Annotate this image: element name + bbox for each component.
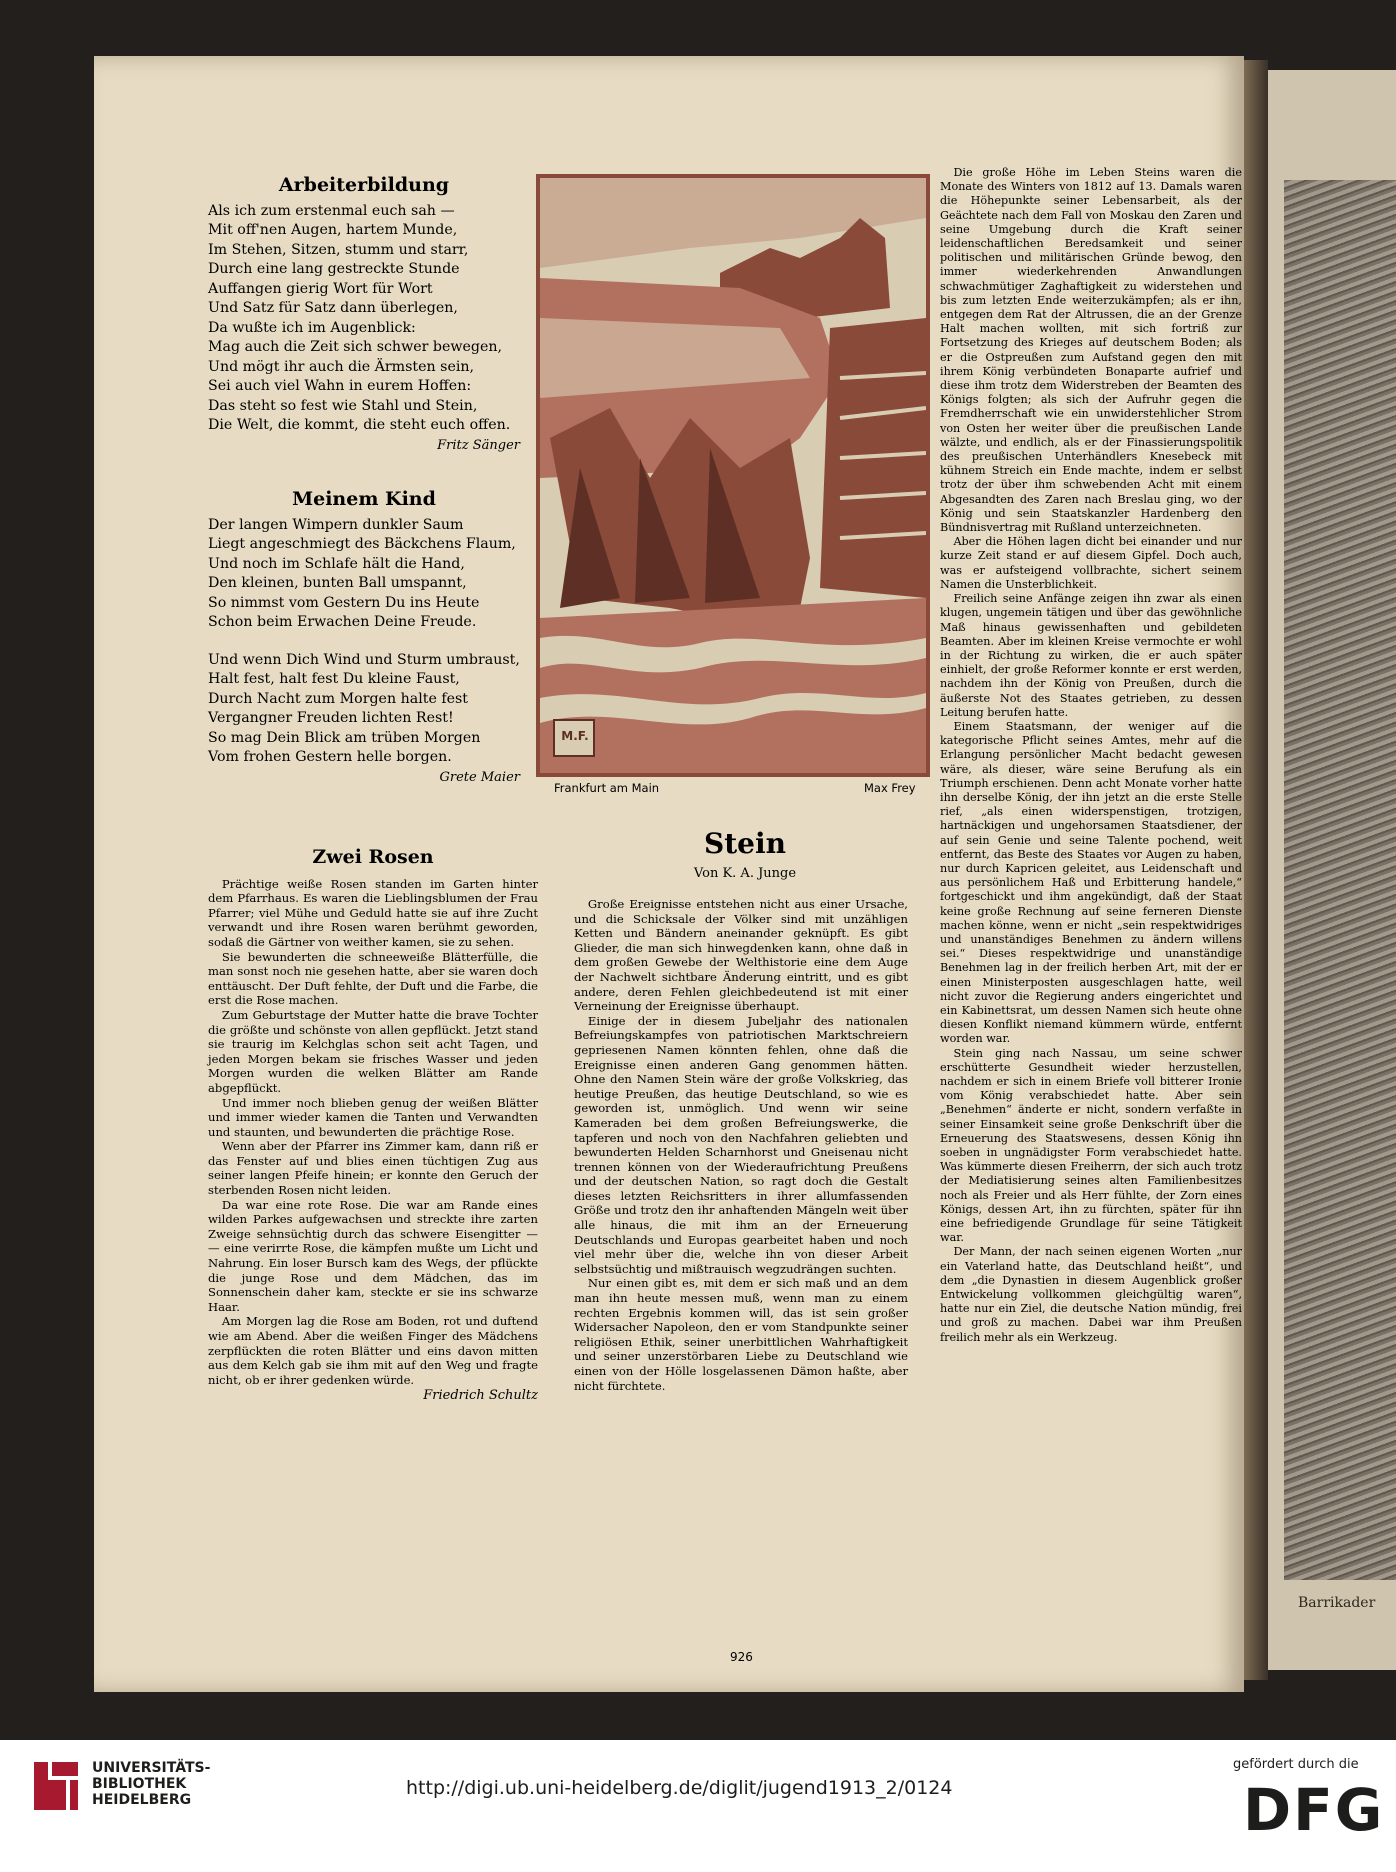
story-paragraph: Sie bewunderten die schneeweiße Blätterfülle, die man sonst noch nie gesehen hatte, aber sie waren doch enttäuscht. Der Duft fehlte, der Duft und die Farbe, die erst die Rose machen. [208, 949, 538, 1008]
poem-line: Auffangen gierig Wort für Wort [208, 280, 433, 297]
illustration-caption-place: Frankfurt am Main [554, 781, 660, 795]
story-paragraph: Prächtige weiße Rosen standen im Garten hinter dem Pfarrhaus. Es waren die Lieblingsblumen der Frau Pfarrer; viel Mühe und Geduld hatte sie auf ihre Zucht verwandt und ihre Rosen waren berühmt geworden, sodaß die Gärtner von weither kamen, sie zu sehen. [208, 876, 538, 949]
poem-meinem-kind [208, 488, 520, 785]
poem-author: Grete Maier [439, 769, 520, 785]
woodcut-svg [540, 178, 926, 773]
poem-lines [208, 202, 520, 436]
poem-line: Durch eine lang gestreckte Stunde [208, 261, 460, 278]
poem-line: Halt fest, halt fest Du kleine Faust, [208, 671, 460, 688]
facing-page-illustration [1284, 180, 1396, 1580]
woodcut-illustration [536, 174, 930, 777]
article-paragraph: Der Mann, der nach seinen eigenen Worten „nur ein Vaterland hatte, das Deutschland heißt“, und dem „die Dynastien in diesem Augenblick großer Entwickelung vollkommen gleichgültig waren“, hatte nur ein Ziel, die deutsche Nation mündig, frei und groß zu machen. Dabei war ihm Preußen freilich mehr als ein Werkzeug. [940, 1245, 1242, 1344]
story-paragraph: Zum Geburtstage der Mutter hatte die brave Tochter die größte und schönste von allen gepflückt. Jetzt stand sie traurig im Kelchglas schon seit acht Tagen, und jeden Morgen bekam sie frisches Wasser und jeden Morgen wurden die welken Blätter am Rande abgepflückt. [208, 1007, 538, 1095]
poem-author: Fritz Sänger [437, 437, 520, 453]
poem-title: Meinem Kind [292, 488, 436, 510]
article-paragraph: Freilich seine Anfänge zeigen ihn zwar als einen klugen, ungemein tätigen und über das gewöhnliche Maß hinaus gewissenhaften und gebildeten Beamten. Aber im kleinen Kreise vermochte er wohl in der Richtung zu wirken, die er auch später einhielt, der große Reformer konnte er erst werden, nachdem ihn der König von Preußen, durch die äußerste Not des Staates getrieben, zu dessen Leitung berufen hatte. [940, 592, 1242, 719]
poem-line: So mag Dein Blick am trüben Morgen [208, 729, 481, 746]
poem-line: Liegt angeschmiegt des Bäckchens Flaum, [208, 536, 516, 553]
poem-line: Der langen Wimpern dunkler Saum [208, 516, 464, 533]
viewer-footer [0, 1740, 1396, 1872]
institution-line: UNIVERSITÄTS- [92, 1760, 211, 1776]
story-zwei-rosen [208, 846, 538, 1404]
university-library-logo-icon[interactable] [30, 1758, 82, 1814]
story-paragraph: Da war eine rote Rose. Die war am Rande eines wilden Parkes aufgewachsen und streckte ihre zarten Zweige sehnsüchtig durch das schwere Eisengitter — — eine verirrte Rose, die kämpfen mußte um Licht und Nahrung. Ein loser Bursch kam des Wegs, der pflückte die junge Rose und dem Mädchen, das im Sonnenschein daher kam, steckte er sie ins schwarze Haar. [208, 1197, 538, 1314]
illustration-monogram: M.F. [561, 729, 589, 743]
poem-line: Als ich zum erstenmal euch sah — [208, 202, 455, 219]
story-paragraph: Und immer noch blieben genug der weißen Blätter und immer wieder kamen die Tanten und Verwandten und staunten, und bewunderten die prächtige Rose. [208, 1095, 538, 1139]
institution-name [92, 1760, 210, 1808]
facing-page [1268, 70, 1396, 1670]
story-paragraph: Wenn aber der Pfarrer ins Zimmer kam, dann riß er das Fenster auf und blies einen tüchtigen Zug aus seiner langen Pfeife hinein; er konnte den Geruch der sterbenden Rosen nicht leiden. [208, 1139, 538, 1198]
article-title: Stein [704, 827, 786, 860]
funding-note: gefördert durch die [1233, 1757, 1359, 1772]
poem-line: Da wußte ich im Augenblick: [208, 319, 416, 336]
article-column-right [940, 166, 1242, 1345]
poem-stanza-2 [208, 651, 520, 768]
page-number: 926 [730, 1650, 753, 1664]
poem-line: Und noch im Schlafe hält die Hand, [208, 555, 465, 572]
poem-line: Und Satz für Satz dann überlegen, [208, 300, 458, 317]
poem-line: Durch Nacht zum Morgen halte fest [208, 690, 468, 707]
poem-line: So nimmst vom Gestern Du ins Heute [208, 594, 480, 611]
poem-line: Mag auch die Zeit sich schwer bewegen, [208, 339, 503, 356]
book-spine [1244, 60, 1268, 1680]
poem-arbeiterbildung [208, 174, 520, 453]
story-paragraph: Am Morgen lag die Rose am Boden, rot und duftend wie am Abend. Aber die weißen Finger des Mädchens zerpflückten die roten Blätter und eins davon mitten aus dem Kelch gab sie ihm mit auf den Weg und fragte nicht, ob er ihrer gedenken würde. [208, 1314, 538, 1387]
poem-line: Schon beim Erwachen Deine Freude. [208, 614, 477, 631]
article-paragraph: Aber die Höhen lagen dicht bei einander und nur kurze Zeit stand er auf diesem Gipfel. Doch auch, was er aufsteigend vollbrachte, sichert seinem Namen die Unsterblichkeit. [940, 535, 1242, 591]
article-paragraph: Nur einen gibt es, mit dem er sich maß und an dem man ihn heute messen muß, wenn man zu einem rechten Ergebnis kommen will, das ist sein großer Widersacher Napoleon, den er vom Standpunkte seiner religiösen Ethik, seiner unerbittlichen Wahrhaftigkeit und seiner unzerstörbaren Liebe zu Deutschland wie einen von der Hölle losgelassenen Dämon haßte, aber nicht fürchtete. [574, 1276, 908, 1393]
story-title: Zwei Rosen [312, 846, 434, 868]
illustration-caption-artist: Max Frey [864, 781, 916, 795]
poem-stanza-1 [208, 516, 520, 633]
poem-line: Und mögt ihr auch die Ärmsten sein, [208, 358, 475, 375]
story-author: Friedrich Schultz [423, 1388, 538, 1404]
poem-line: Mit off'nen Augen, hartem Munde, [208, 222, 458, 239]
article-column-middle [574, 897, 908, 1393]
article-paragraph: Einige der in diesem Jubeljahr des nationalen Befreiungskampfes von patriotischen Marktschreiern gepriesenen Namen könnten fehlen, ohne daß die Ereignisse einen anderen Gang genommen hätten. Ohne den Namen Stein wäre der große Volkskrieg, das heutige Preußen, das heutige Deutschland, so wie es geworden ist, unmöglich. Und wenn wir seine Kameraden bei dem großen Befreiungswerke, die tapferen und noch von den Nachfahren geliebten und bewunderten Helden Scharnhorst und Gneisenau nicht trennen können von der Wiederaufrichtung Preußens und der deutschen Nation, so ragt doch die Gestalt dieses letzten Reichsritters in ihrer allumfassenden Größe und trotz den ihr anhaftenden Mängeln weit über alle hinaus, die mit ihm an der Erneuerung Deutschlands und Europas gearbeitet haben und noch viel mehr über die, welche ihn von dieser Arbeit selbstsüchtig und mißtrauisch wegzudrängen suchten. [574, 1013, 908, 1276]
poem-line: Und wenn Dich Wind und Sturm umbraust, [208, 651, 520, 668]
article-paragraph: Einem Staatsmann, der weniger auf die kategorische Pflicht seines Amtes, mehr auf die Erlangung persönlicher Macht bedacht gewesen wäre, als dieser, wäre seine Berufung als ein Triumph erschienen. Denn acht Monate vorher hatte ihn derselbe König, der ihn jetzt an die erste Stelle rief, „als einen widerspenstigen, trotzigen, hartnäckigen und ungehorsamen Staatsdiener, der auf sein Genie und seine Talente pochend, weit entfernt, das Beste des Staates vor Augen zu haben, nur durch Kapricen geleitet, aus Leidenschaft und aus persönlichem Haß und Erbitterung handele,“ fortgeschickt und ihm angekündigt, daß der Staat keine große Rechnung auf seine ferneren Dienste machen könne, wenn er nicht „sein respektwidriges und unanständiges Benehmen zu ändern willens sei.“ Dieses respektwidrige und unanständige Benehmen lag in der freilich herben Art, mit der er einen Ministerposten ausgeschlagen hatte, weil nicht zuvor die Regierung anders eingerichtet und ein Kabinettsrat, um dessen Namen sich heute ohne diesen Konflikt niemand kümmern würde, entfernt worden war. [940, 719, 1242, 1046]
poem-line: Sei auch viel Wahn in eurem Hoffen: [208, 378, 472, 395]
poem-title: Arbeiterbildung [278, 174, 450, 196]
article-author: Von K. A. Junge [693, 866, 797, 881]
poem-line: Vom frohen Gestern helle borgen. [208, 749, 452, 766]
institution-line: HEIDELBERG [92, 1792, 192, 1808]
poem-line: Im Stehen, Sitzen, stumm und starr, [208, 241, 469, 258]
poem-line: Das steht so fest wie Stahl und Stein, [208, 397, 478, 414]
article-paragraph: Große Ereignisse entstehen nicht aus einer Ursache, und die Schicksale der Völker sind mit unzähligen Ketten und Bändern aneinander geknüpft. Es gibt Glieder, die man sich hinwegdenken kann, ohne daß in dem großen Gewebe der Welthistorie eine dem Auge der Nachwelt sichtbare Änderung eintritt, und es gibt andere, deren Fehlen gleichbedeutend ist mit einer Verneinung der Ereignisse überhaupt. [574, 897, 908, 1014]
dfg-logo[interactable]: DFG [1243, 1776, 1385, 1844]
article-paragraph: Stein ging nach Nassau, um seine schwer erschütterte Gesundheit wieder herzustellen, nachdem er sich in einem Briefe voll bitterer Ironie vom König verabschiedet hatte. Aber sein „Benehmen“ änderte er nicht, sondern verfaßte in seiner Einsamkeit seine große Denkschrift über die Erneuerung des Staatswesens, dessen König ihn soeben in ungnädigster Form verabschiedet hatte. Was kümmerte diesen Freiherrn, der sich auch trotz der Mediatisierung seines alten Familienbesitzes noch als Freier und als Herr fühlte, der Zorn eines Königs, dessen Art, ihn zu fürchten, später für ihn eine befriedigende Grundlage für seine Tätigkeit war. [940, 1046, 1242, 1245]
poem-line: Den kleinen, bunten Ball umspannt, [208, 575, 467, 592]
facing-page-caption: Barrikader [1298, 1595, 1376, 1611]
poem-line: Vergangner Freuden lichten Rest! [208, 710, 454, 727]
permalink-url[interactable]: http://digi.ub.uni-heidelberg.de/diglit/jugend1913_2/0124 [406, 1777, 953, 1799]
poem-line: Die Welt, die kommt, die steht euch offen. [208, 417, 511, 434]
article-paragraph: Die große Höhe im Leben Steins waren die Monate des Winters von 1812 auf 13. Damals waren die Höhepunkte seiner Lebensarbeit, als der Geächtete nach dem Fall von Moskau den Zaren und seine Umgebung durch die Kraft seiner leidenschaftlichen Beredsamkeit und seiner politischen und militärischen Gründe bewog, den immer wiederkehrenden Anwandlungen schwachmütiger Zaghaftigkeit zu widerstehen und bis zum letzten Ende weiterzukämpfen; als er ihn, entgegen dem Rat der Altrussen, die an der Grenze Halt machen wollten, mit sich fortriß zur Fortsetzung des Krieges auf deutschem Boden; als er die Ostpreußen zum Aufstand gegen den mit ihrem König verbündeten Bonaparte aufrief und diese ihm trotz dem Widerstreben der Beamten des Königs folgten; als sich der Aufruhr gegen die Fremdherrschaft wie ein unwiderstehlicher Strom von Osten her weiter über die preußischen Lande wälzte, und endlich, als er der Finassierungspolitik des preußischen Unterhändlers Knesebeck mit kühnem Streich ein Ende machte, indem er selbst trotz der über ihm schwebenden Acht mit einem Abgesandten des Zaren nach Breslau ging, wo der König und sein Staatskanzler Hardenberg den Bündnisvertrag mit Rußland unterzeichneten. [940, 166, 1242, 535]
institution-line: BIBLIOTHEK [92, 1776, 187, 1792]
